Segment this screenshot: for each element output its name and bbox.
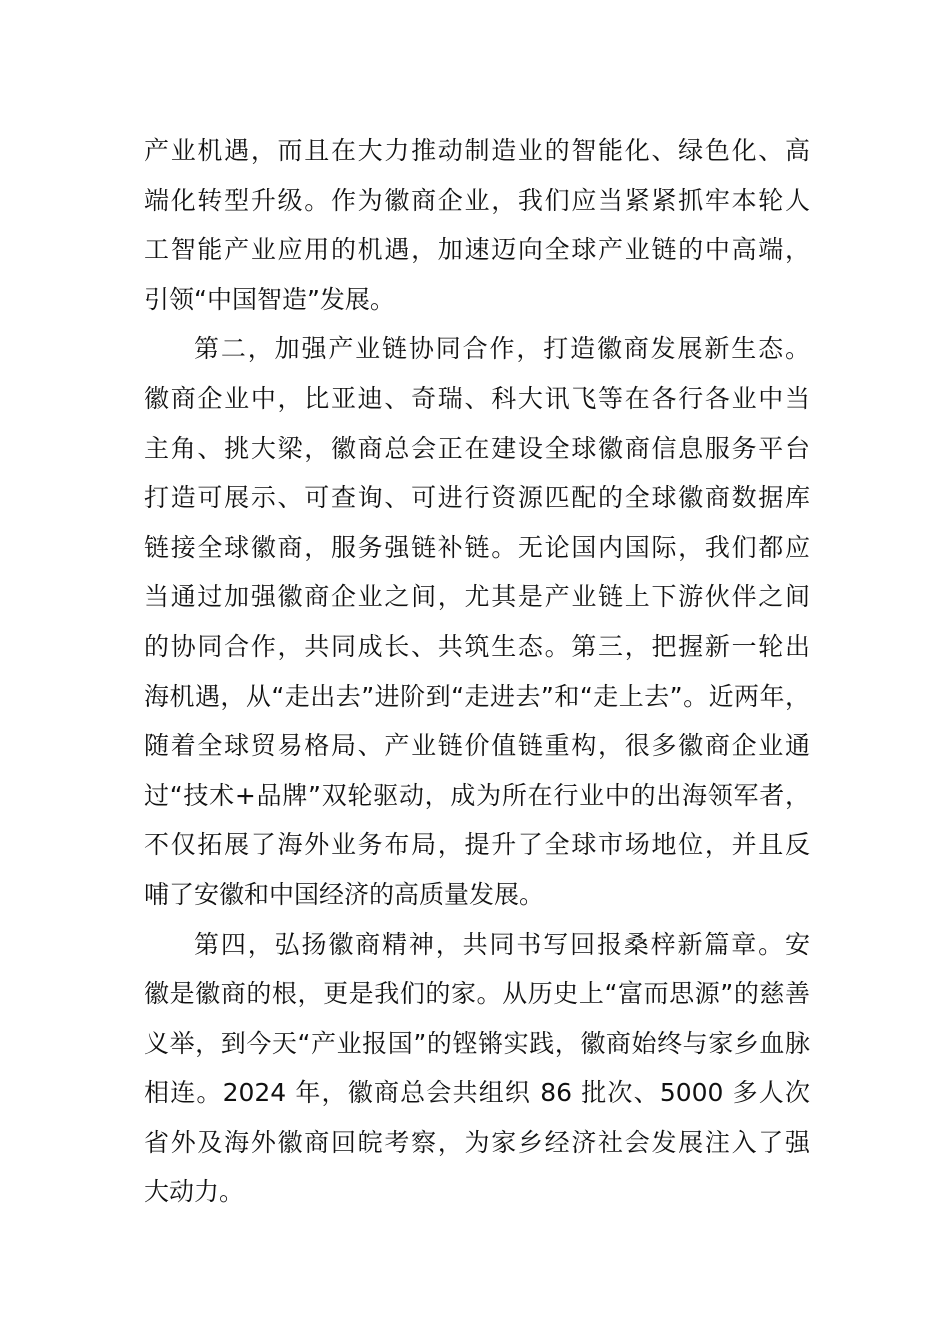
- text-line: 徽商企业中，比亚迪、奇瑞、科大讯飞等在各行各业中当: [144, 383, 810, 413]
- body-text: [144, 126, 810, 1217]
- text-line: 的协同合作，共同成长、共筑生态。第三，把握新一轮出: [144, 631, 810, 661]
- text-line: 工智能产业应用的机遇，加速迈向全球产业链的中高端，: [144, 235, 810, 265]
- text-line: 打造可展示、可查询、可进行资源匹配的全球徽商数据库: [144, 483, 810, 513]
- text-line: 过“技术+品牌”双轮驱动，成为所在行业中的出海领军者，: [144, 780, 810, 810]
- text-line: 省外及海外徽商回皖考察，为家乡经济社会发展注入了强: [144, 1127, 810, 1157]
- text-line: 主角、挑大梁，徽商总会正在建设全球徽商信息服务平台: [144, 433, 810, 463]
- text-line: 义举，到今天“产业报国”的铿锵实践，徽商始终与家乡血脉: [144, 1028, 810, 1058]
- text-line: 不仅拓展了海外业务布局，提升了全球市场地位，并且反: [144, 830, 810, 860]
- paragraph-start-line: 第四，弘扬徽商精神，共同书写回报桑梓新篇章。安: [194, 929, 810, 959]
- text-line: 相连。2024 年，徽商总会共组织 86 批次、5000 多人次: [144, 1078, 810, 1108]
- text-line: 哺了安徽和中国经济的高质量发展。: [144, 879, 545, 909]
- text-line: 链接全球徽商，服务强链补链。无论国内国际，我们都应: [144, 532, 810, 562]
- text-line: 徽是徽商的根，更是我们的家。从历史上“富而思源”的慈善: [144, 979, 810, 1009]
- paragraph-start-line: 第二，加强产业链协同合作，打造徽商发展新生态。: [194, 334, 810, 364]
- text-line: 海机遇，从“走出去”进阶到“走进去”和“走上去”。近两年，: [144, 681, 810, 711]
- text-line: 当通过加强徽商企业之间，尤其是产业链上下游伙伴之间: [144, 582, 810, 612]
- text-line: 引领“中国智造”发展。: [144, 284, 395, 314]
- text-line: 端化转型升级。作为徽商企业，我们应当紧紧抓牢本轮人: [144, 185, 810, 215]
- text-line: 大动力。: [144, 1177, 245, 1207]
- text-line: 随着全球贸易格局、产业链价值链重构，很多徽商企业通: [144, 731, 810, 761]
- text-line: 产业机遇，而且在大力推动制造业的智能化、绿色化、高: [144, 136, 810, 165]
